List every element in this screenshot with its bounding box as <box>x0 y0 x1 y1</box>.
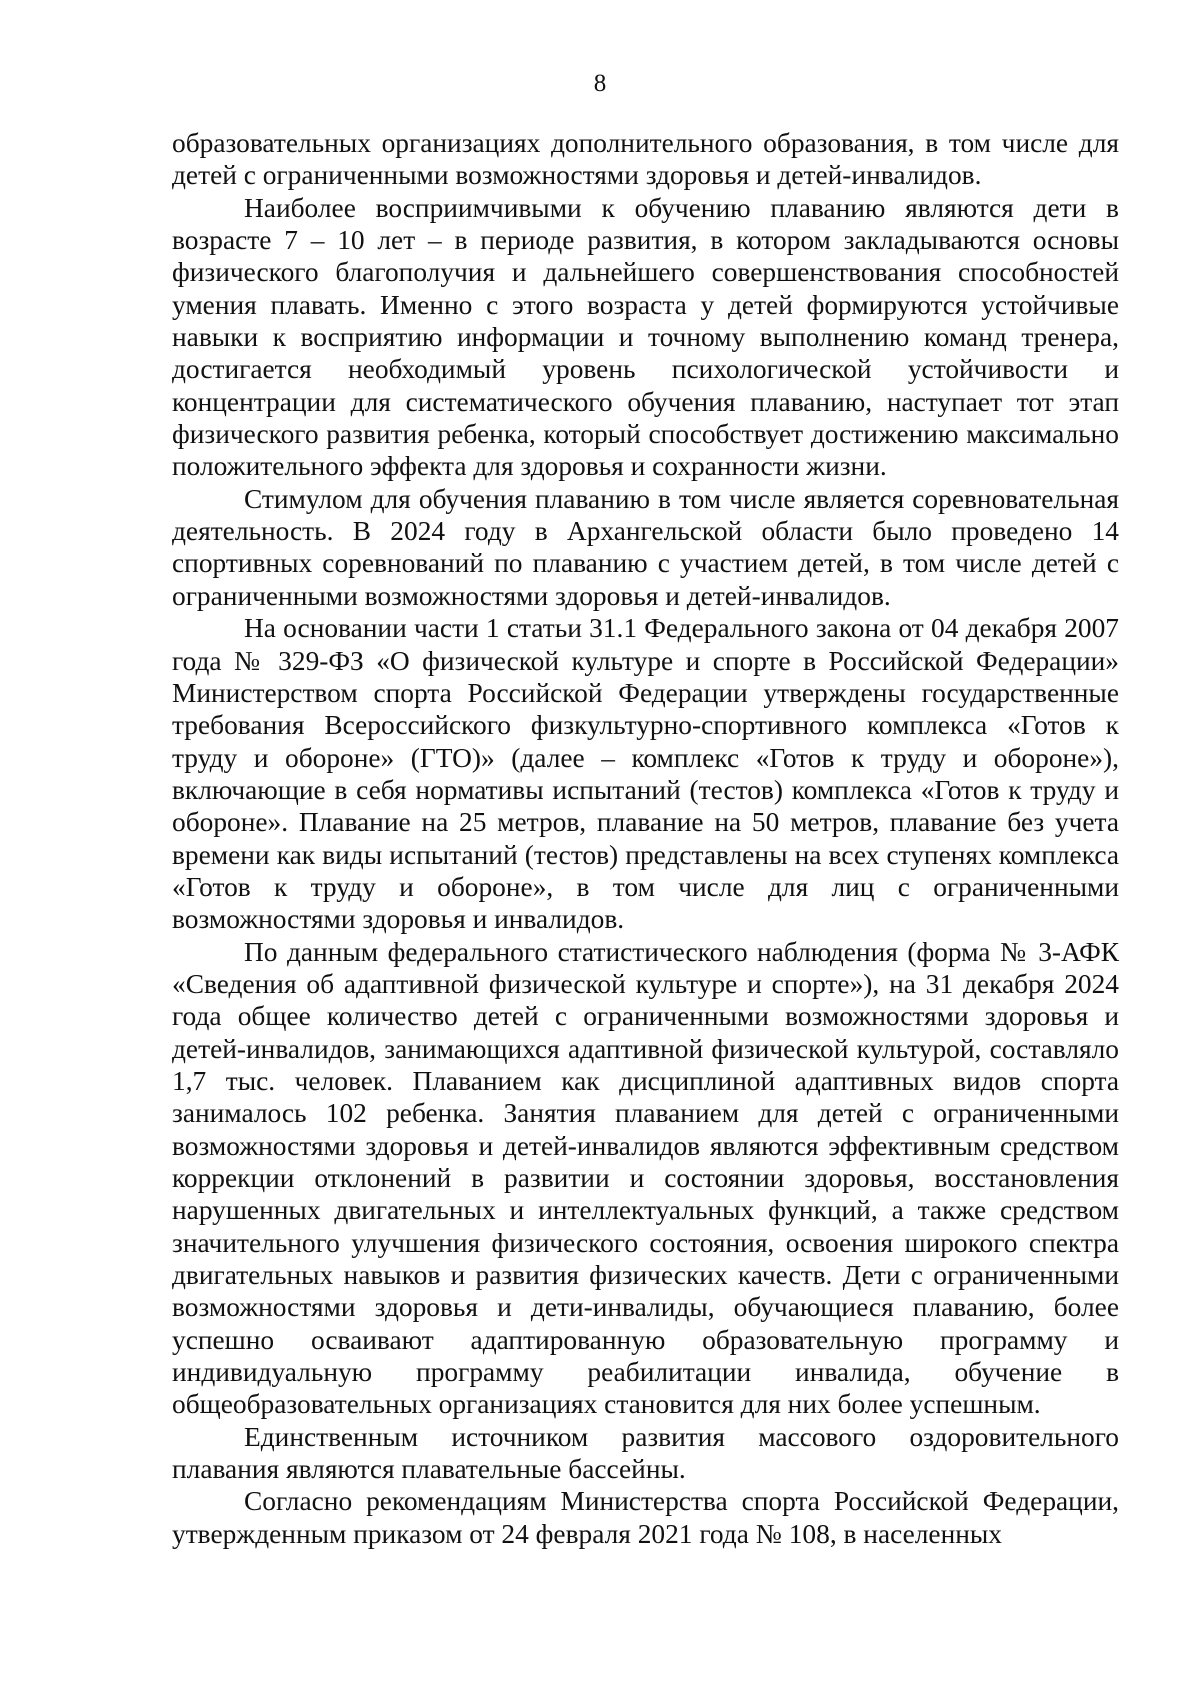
paragraph-swimming-age: Наиболее восприимчивыми к обучению плаванию являются дети в возрасте 7 – 10 лет – в периоде развития, в котором закладываются основы физического благополучия и дальнейшего совершенствования способностей умения плавать. Именно с этого возраста у детей формируются устойчивые навыки к восприятию информации и точному выполнению команд тренера, достигается необходимый уровень психологической устойчивости и концентрации для систематического обучения плаванию, наступает тот этап физического развития ребенка, который способствует достижению максимально положительного эффекта для здоровья и сохранности жизни. <box>172 192 1119 482</box>
paragraph-continuation: образовательных организациях дополнительного образования, в том числе для детей с ограниченными возможностями здоровья и детей-инвалидов. <box>172 128 1119 191</box>
paragraph-ministry-recommendations: Согласно рекомендациям Министерства спорта Российской Федерации, утвержденным приказом от 24 февраля 2021 года № 108, в населенных <box>172 1486 1119 1549</box>
paragraph-statistics: По данным федерального статистического наблюдения (форма № 3-АФК «Сведения об адаптивной физической культуре и спорте»), на 31 декабря 2024 года общее количество детей с ограниченными возможностями здоровья и детей-инвалидов, занимающихся адаптивной физической культурой, составляло 1,7 тыс. человек. Плаванием как дисциплиной адаптивных видов спорта занималось 102 ребенка. Занятия плаванием для детей с ограниченными возможностями здоровья и детей-инвалидов являются эффективным средством коррекции отклонений в развитии и состоянии здоровья, восстановления нарушенных двигательных и интеллектуальных функций, а также средством значительного улучшения физического состояния, освоения широкого спектра двигательных навыков и развития физических качеств. Дети с ограниченными возможностями здоровья и дети-инвалиды, обучающиеся плаванию, более успешно осваивают адаптированную образовательную программу и индивидуальную программу реабилитации инвалида, обучение в общеобразовательных организациях становится для них более успешным. <box>172 936 1119 1420</box>
page-number: 8 <box>593 70 607 97</box>
document-body <box>172 127 1119 1550</box>
paragraph-gto-complex: На основании части 1 статьи 31.1 Федерального закона от 04 декабря 2007 года № 329-ФЗ «О физической культуре и спорте в Российской Федерации» Министерством спорта Российской Федерации утверждены государственные требования Всероссийского физкультурно-спортивного комплекса «Готов к труду и обороне» (ГТО)» (далее – комплекс «Готов к труду и обороне»), включающие в себя нормативы испытаний (тестов) комплекса «Готов к труду и обороне». Плавание на 25 метров, плавание на 50 метров, плавание без учета времени как виды испытаний (тестов) представлены на всех ступенях комплекса «Готов к труду и обороне», в том числе для лиц с ограниченными возможностями здоровья и инвалидов. <box>172 613 1119 935</box>
paragraph-competitions: Стимулом для обучения плаванию в том числе является соревновательная деятельность. В 2024 году в Архангельской области было проведено 14 спортивных соревнований по плаванию с участием детей, в том числе детей с ограниченными возможностями здоровья и детей-инвалидов. <box>172 483 1119 611</box>
paragraph-pools-source: Единственным источником развития массового оздоровительного плавания являются плавательные бассейны. <box>172 1421 1119 1485</box>
